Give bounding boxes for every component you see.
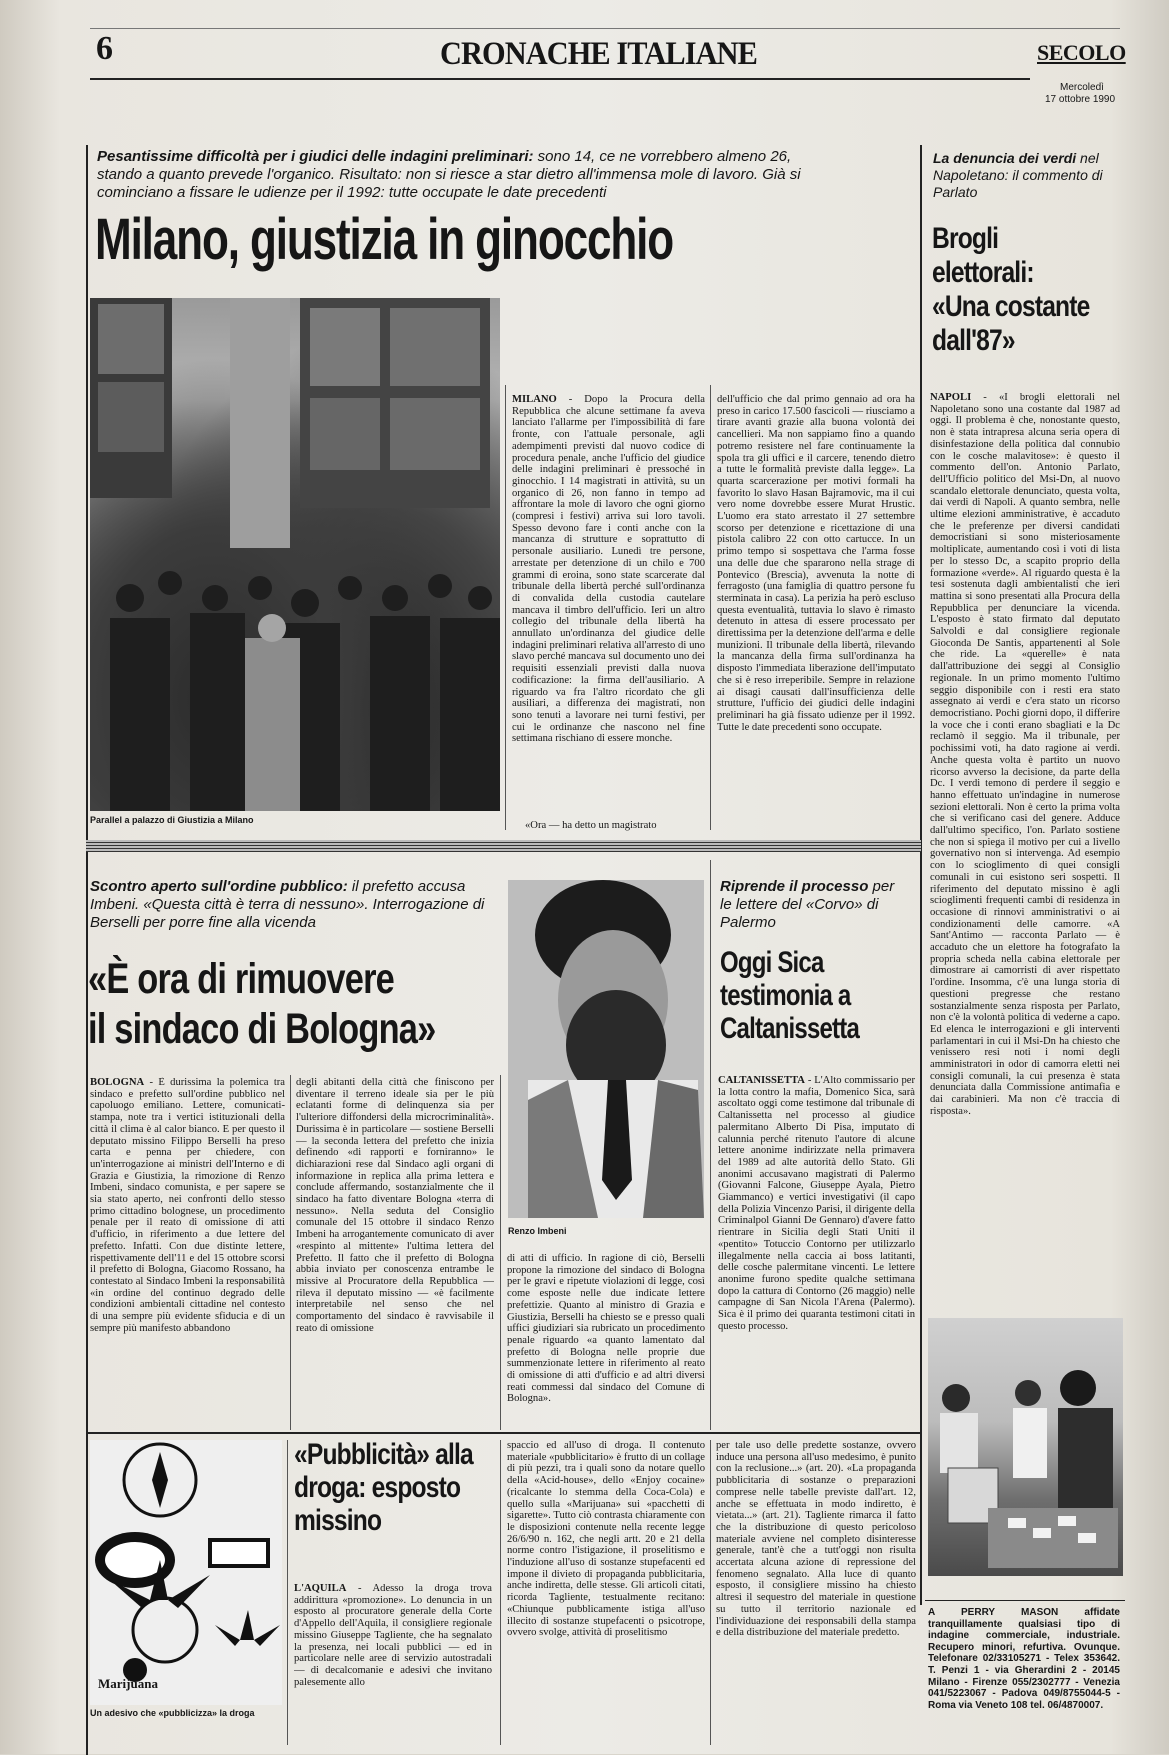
lead-col1-text: Dopo la Procura della Repubblica che alcune settimane fa aveva lanciato l'allarme per l'impossibilità di fare fronte, con l'attuale personale, agli adempimenti previsti dal nuovo codice di procedura penale, anche l'ufficio del giudice delle indagini preliminari è pressoché in ginocchio. I 14 magistrati in attività, su un organico di 26, non fanno in tempo ad affrontare la mole di lavoro che ogni giorno (compresi i festivi) arriva sui loro tavoli. Spesso devono fare i conti anche con la mancanza di strutture e soprattutto di personale ausiliario. Lunedì tre persone, arrestate per detenzione di un chilo e 700 grammi di eroina, sono state scarcerate dal tribunale della libertà perché sull'ordinanza di convalida della custodia cautelare mancava il timbro dell'ufficio. Ieri un altro collegio del tribunale della libertà ha annullato un'ordinanza del giudice delle indagini preliminari relativa all'arresto di uno slavo perché mancava sul documento uno dei requisiti essenziali previsti dalla nuova codificazione: la firma dell'ausiliario. A riguardo va fra l'altro ricordato che gli ausiliari, a differenza dei magistrati, non sono tenuti a lavorare nei turni festivi, per cui le ordinanze che nascono nel fine settimana rischiano di essere monche. [512, 394, 705, 745]
perry-mason-ad: A PERRY MASON affidate tranquillamente qualsiasi tipo di indagine commerciale, industriale. Recupero minori, refurtiva. Ovunque. Telefonare 02/33105271 - Telex 353642. T. Penzi 1 - via Gherardini 2 - 20145 Milano - Firenze 055/2302777 - Venezia 041/5223067 - Padova 049/8755044-5 - Roma via Veneto 108 tel. 06/4870007. [928, 1607, 1120, 1711]
bologna-kicker [90, 878, 490, 932]
lead-dateline: MILANO [512, 394, 557, 405]
lead-headline: Milano, giustizia in ginocchio [95, 207, 674, 272]
caltanissetta-kicker-text: per le lettere del «Corvo» di Palermo [720, 878, 895, 931]
lead-kicker-bold: Pesantissime difficoltà per i giudici delle indagini preliminari: [97, 148, 534, 165]
droga-column-3: per tale uso delle predette sostanze, ovvero induce una persona all'uso medesimo, è punito con la reclusione...» (art. 20). «La propaganda pubblicitaria di sostanze o preparazioni comprese nelle tabelle previste dall'art. 12, anche se effettuata in modo indiretto, è vietata...» (art. 21). Tagliente rimarca il fatto che la distribuzione di questo pericoloso materiale avviene nel completo disinteresse generale, tant'è che a tutt'oggi non risulta accertata alcuna azione di repressione del fenomeno segnalato. Alla luce di quanto esposto, il consigliere missino ha chiesto altresì il sequestro del materiale in questione su tutto il territorio nazionale ed l'individuazione dei responsabili della stampa e della distribuzione del materiale predetto. [716, 1440, 916, 1639]
bologna-column-1: BOLOGNA - È durissima la polemica tra sindaco e prefetto sull'ordine pubblico nel capoluogo emiliano. Lettere, comunicati-stampa, note tra i vertici istituzionali della città il clima è al calor bianco. E per questo il deputato missino Filippo Berselli ha preso carta e penna per chiedere, con un'interrogazione ai ministri dell'Interno e di Grazia e Giustizia, la rimozione di Renzo Imbeni, sindaco comunista, e per sapere se sia stato aperto, nei confronti dello stesso primo cittadino bolognese, un procedimento penale per il reato di omissione di atti d'ufficio, in riferimento a due lettere del prefetto. Infatti. Con due distinte lettere, rispettivamente dell'11 e del 15 ottobre scorsi il prefetto di Bologna, Giacomo Rossano, ha contestato al Sindaco Imbeni la responsabilità «in ordine del continuo degrado delle condizioni ambientali cittadine nel contesto di una sempre più evidente sfiducia e di un sempre più manifesto abbandono [90, 1077, 285, 1334]
paper-logo: SECOLO [1037, 40, 1126, 65]
imbeni-portrait-picture [508, 880, 704, 1218]
droga-column-2: spaccio ed all'uso di droga. Il contenuto materiale «pubblicitario» è frutto di un collage di più pezzi, tra i quali sono da notare quello della «Acid-house», dello «Enjoy cocaine» (ricalcante lo stemma della Coca-Cola) e quello sulla «Marijuana» sui «pacchetti di sigarette». Tutto ciò contrasta chiaramente con le disposizioni contenute nella recente legge 26/6/90 n. 162, che negli artt. 20 e 21 della norme contro l'istigazione, il proselitismo e l'induzione all'uso di sostanze stupefacenti ed impone il divieto di propaganda pubblicitaria, anche indiretta, delle stesse. Gli articoli citati, ricorda Tagliente, testualmente recitano: «Chiunque pubblicamente istiga all'uso illecito di sostanze stupefacenti o psicotrope, ovvero svolge, attività di proselitismo [507, 1440, 705, 1639]
lead-photo [90, 298, 500, 811]
lead-column-2: dell'ufficio che dal primo gennaio ad ora ha preso in carico 17.500 fascicoli — riusciamo a tirare avanti grazie alla buona volontà dei cancellieri. Ma non sappiamo fino a quando potremo resistere nel fare continuamente la spola tra gli uffici e il carcere, tenendo dietro a tutte le formalità previste dalla legge». La quarta scarcerazione per motivi formali ha favorito lo slavo Hasan Bajramovic, ma il cui vero nome dovrebbe essere Murat Hrustic. L'uomo era stato arrestato il 27 settembre scorso per detenzione e ricettazione di una pistola calibro 22 con otto cartucce. In un primo tempo si sospettava che l'arma fosse una delle due che spararono nella strage di Pontevico (Brescia), avvenuta la notte di ferragosto (una famiglia di quattro persone fu sterminata in casa). La perizia ha però escluso questa eventualità, tuttavia lo slavo è rimasto detenuto in attesa di essere processato per direttissima per la detenzione dell'arma e delle munizioni. Il tribunale della libertà, rilevando la mancanza della firma sull'ordinanza ha disposto l'immediata liberazione dell'imputato che si è reso irreperibile. Sempre in relazione ai disagi causati dall'insufficienza delle strutture, l'ufficio dei giudici delle indagini preliminari ha già fissato udienze per il 1992. Tutte le date precedenti sono occupate. [717, 394, 915, 733]
ballot-counting-picture [928, 1318, 1123, 1576]
droga-headline: «Pubblicità» alla droga: esposto missino [294, 1438, 473, 1537]
courthouse-crowd-picture [90, 298, 500, 811]
caltanissetta-kicker [720, 878, 910, 932]
caltanissetta-headline: Oggi Sica testimonia a Caltanissetta [720, 946, 859, 1045]
side-dateline: NAPOLI [930, 392, 972, 403]
side-body-text: «I brogli elettorali nel Napoletano sono una costante dal 1987 ad oggi. Il problema è che, nonostante questo, non è stata intrapresa alcuna seria opera di disinfestazione della politica dal connubio con le cosche malavitose»: è questo il commento dell'on. Antonio Parlato, dell'Ufficio politico del Msi-Dn, al nuovo scandalo elettorale denunciato, questa volta, dai verdi di Napoli. A quanto sembra, nelle ultime elezioni amministrative, è accaduto che le preferenze per diversi candidati democristiani si sono misteriosamente moltiplicate, aumentando così i voti di lista per lo stesso Dc, a scapito proprio della formazione «verde». Al riguardo questa è la tesi sostenuta dagli ambientalisti che ieri mattina si sono presentati alla Procura della Repubblica per denunciare la vicenda. L'esposto è stato firmato dal deputato Salvoldi e dal consigliere regionale Gioconda De Santis, appartenenti al Sole che ride. La «querelle» è nata dall'attribuzione dei seggi al Consiglio regionale. In un primo momento l'ultimo seggio disponibile con i resti era stato assegnato ai verdi e c'era stato un ricorso democristiano. Pochi giorni dopo, il differire la voce che i conti erano sbagliati e la Dc reclamò il seggio. Ma il tribunale, per pochissimi voti, ha dato ragione ai verdi. Anche questa volta è partito un nuovo ricorso avverso la decisione, da parte della Dc. I verdi temono di perdere il seggio e hanno effettuato un'indagine in numerose sezioni elettorali. Non è certo la prima volta che si verificano casi del genere. Adduce dall'ultimo specifico, l'on. Parlato sostiene che non si spiega il motivo per cui a livello governativo non si intervenga. Ad esempio con lo scioglimento di quei consigli comunali in cui esistono seri sospetti. Il riferimento del deputato missino è agli scioglimenti frequenti cambi di residenza in occasione di rinnovi amministrativi o ai condizionamenti delle camorre. «A Sant'Antimo — racconta Parlato — è accaduto che un elettore ha fotografato la propria scheda nella cabina elettorale per dimostrare ai camorristi di aver rispettato l'ordine. Insomma, c'è una lunga storia di questioni pregresse che restano sostanzialmente senza risposta per Parlato, non c'è la volontà politica di vederne a capo. Ed elenca le interrogazioni e gli interventi parlamentari in cui il Msi-Dn ha chiesto che venissero resi noti i nomi degli amministratori in odor di camorra eletti nei consigli comunali, la cui presenza è stata denunciata dalla Commissione antimafia e dai carabinieri. Ma non c'è traccia di risposta». [930, 392, 1120, 1117]
lead-photo-caption: Parallel a palazzo di Giustizia a Milano [90, 815, 254, 825]
lead-column-1-end: «Ora — ha detto un magistrato [525, 820, 657, 831]
ballot-photo [928, 1318, 1123, 1576]
bologna-column-3: di atti di ufficio. In ragione di ciò, Berselli propone la rimozione del sindaco di Bologna per le gravi e ripetute violazioni di legge, così come esposte nelle due indicate lettere prefettizie. Quanto al ministro di Grazia e Giustizia, Berselli ha chiesto se e presso quali uffici giudiziari sia rubricato un procedimento penale riguardo «a quanto lamentato dal prefetto di Bologna nelle proprie due summenzionate lettere in riferimento al reato di omissione di atti d'ufficio e ad altri diversi reati commessi dal sindaco del Comune di Bologna». [507, 1253, 705, 1405]
issue-day: Mercoledì [1060, 82, 1104, 93]
side-kicker-bold: La denuncia dei verdi [933, 150, 1077, 166]
caltanissetta-body-text: L'Alto commissario per la lotta contro la mafia, Domenico Sica, sarà ascoltato oggi come testimone dal tribunale di Caltanissetta nel processo al giudice palermitano Alberto Di Pisa, imputato di calunnia perché ritenuto l'autore di alcune lettere anonime indirizzate nella primavera del 1989 ad alte autorità dello Stato. Gli anonimi accusavano magistrati di Palermo (Giovanni Falcone, Giuseppe Ayala, Pietro Giammanco) e vertici investigativi (il capo della Polizia Vincenzo Parisi, il dirigente della Criminalpol Gianni De Gennaro) d'avere fatto rientrare in Sicilia degli Stati Uniti il «pentito» Totuccio Contorno per utilizzarlo illegalmente nella caccia ai boss latitanti, delle cosche palermitane vincenti. Le lettere anonime furono spedite qualche settimana dopo la cattura di Contorno (26 maggio) nelle campagne di San Nicola l'Arena (Palermo). Sica è il primo dei quaranta testimoni citati in questo processo. [718, 1075, 915, 1332]
caltanissetta-body: CALTANISSETTA - L'Alto commissario per la lotta contro la mafia, Domenico Sica, sarà ascoltato oggi come testimone dal tribunale di Caltanissetta nel processo al giudice palermitano Alberto Di Pisa, imputato di calunnia perché ritenuto l'autore di alcune lettere anonime indirizzate nella primavera del 1989 ad alte autorità dello Stato. Gli anonimi accusavano magistrati di Palermo (Giovanni Falcone, Giuseppe Ayala, Pietro Giammanco) e vertici investigativi (il capo della Polizia Vincenzo Parisi, il dirigente della Criminalpol Gianni De Gennaro) d'avere fatto rientrare in Sicilia degli Stati Uniti il «pentito» Totuccio Contorno per utilizzarlo illegalmente nella caccia ai boss latitanti, delle cosche palermitane vincenti. Le lettere anonime furono spedite qualche settimana dopo la cattura di Contorno (26 maggio) nelle campagne di San Nicola l'Arena (Palermo). Sica è il primo dei quaranta testimoni citati in questo processo. [718, 1075, 915, 1332]
sticker-label: Marijuana [98, 1676, 158, 1691]
lead-column-1: MILANO - Dopo la Procura della Repubblica che alcune settimane fa aveva lanciato l'allarme per l'impossibilità di fare fronte, con l'attuale personale, agli adempimenti previsti dal nuovo codice di procedura penale, anche l'ufficio del giudice delle indagini preliminari è pressoché in ginocchio. I 14 magistrati in attività, su un organico di 26, non fanno in tempo ad affrontare la mole di lavoro che ogni giorno (compresi i festivi) arriva sui loro tavoli. Spesso devono fare i conti anche con la mancanza di strutture e soprattutto di personale ausiliario. Lunedì tre persone, arrestate per detenzione di un chilo e 700 grammi di eroina, sono state scarcerate dal tribunale della libertà perché sull'ordinanza di convalida della custodia cautelare mancava il timbro dell'ufficio. Ieri un altro collegio del tribunale della libertà ha annullato un'ordinanza del giudice delle indagini preliminari relativa all'arresto di uno slavo perché mancava sul documento uno dei requisiti essenziali previsti dalla nuova codificazione: la firma dell'ausiliario. A riguardo va fra l'altro ricordato che gli ausiliari, a differenza dei magistrati, non sono tenuti a lavorare nei turni festivi, per cui le ordinanze che nascono nel fine settimana rischiano di essere monche. [512, 394, 705, 745]
bologna-column-2: degli abitanti della città che finiscono per diventare il terreno ideale sia per le più eclatanti forme di delinquenza sia per l'ulteriore diffondersi della microcriminalità». Durissima è in particolare — sostiene Berselli — la seconda lettera del prefetto che inizia definendo «di rapporti e forniranno» le dichiarazioni rese dal Sindaco agli organi di informazione in replica alla prima lettera e conclude affermando, sostanzialmente che il sindaco ha fatto diventare Bologna «terra di nessuno». Nella seduta del Consiglio comunale del 15 ottobre il sindaco Renzo Imbeni ha arrogantemente comunicato di aver «respinto al mittente» l'ultima lettera del Prefetto. Il fatto che il prefetto di Bologna abbia inviato per conoscenza entrambe le missive al Procuratore della Repubblica — rileva il deputato missino — «è facilmente interpretabile nel senso che nel comportamento del sindaco è ravvisabile il reato di omissione [296, 1077, 494, 1334]
page-number: 6 [96, 30, 113, 67]
imbeni-portrait [508, 880, 704, 1218]
imbeni-caption: Renzo Imbeni [508, 1226, 567, 1236]
side-body: NAPOLI - «I brogli elettorali nel Napoletano sono una costante dal 1987 ad oggi. Il problema è che, nonostante questo, non è stata intrapresa alcuna seria opera di disinfestazione della politica dal connubio con le cosche malavitose»: è questo il commento dell'on. Antonio Parlato, dell'Ufficio politico del Msi-Dn, al nuovo scandalo elettorale denunciato, questa volta, dai verdi di Napoli. A quanto sembra, nelle ultime elezioni amministrative, è accaduto che le preferenze per diversi candidati democristiani si sono misteriosamente moltiplicate, aumentando così i voti di lista per lo stesso Dc, a scapito proprio della formazione «verde». Al riguardo questa è la tesi sostenuta dagli ambientalisti che ieri mattina si sono presentati alla Procura della Repubblica per denunciare la vicenda. L'esposto è stato firmato dal deputato Salvoldi e dal consigliere regionale Gioconda De Santis, appartenenti al Sole che ride. La «querelle» è nata dall'attribuzione dei seggi al Consiglio regionale. In un primo momento l'ultimo seggio disponibile con i resti era stato assegnato ai verdi e c'era stato un ricorso democristiano. Pochi giorni dopo, il differire la voce che i conti erano sbagliati e la Dc reclamò il seggio. Ma il tribunale, per pochissimi voti, ha dato ragione ai verdi. Anche questa volta è partito un nuovo ricorso avverso la decisione, da parte della Dc. I verdi temono di perdere il seggio e hanno effettuato un'indagine in numerose sezioni elettorali. Non è certo la prima volta che si verificano casi del genere. Adduce dall'ultimo specifico, l'on. Parlato sostiene che non si spiega il motivo per cui a livello governativo non si intervenga. Ad esempio con lo scioglimento di quei consigli comunali in cui esistono seri sospetti. Il riferimento del deputato missino è agli scioglimenti frequenti cambi di residenza in occasione di rinnovi amministrativi o ai condizionamenti delle camorre. «A Sant'Antimo — racconta Parlato — è accaduto che un elettore ha fotografato la propria scheda nella cabina elettorale per dimostrare ai camorristi di aver rispettato l'ordine. Insomma, c'è una lunga storia di questioni pregresse che restano sostanzialmente senza risposta per Parlato, non c'è la volontà politica di vederne a capo. Ed elenca le interrogazioni e gli interventi parlamentari in cui il Msi-Dn ha chiesto che venissero resi noti i nomi degli amministratori in odor di camorra eletti nei consigli comunali, la cui presenza è stata denunciata dalla Commissione antimafia e dai carabinieri. Ma non c'è traccia di risposta». [930, 392, 1120, 1117]
marijuana-sticker-picture [90, 1440, 282, 1705]
masthead-rule [90, 78, 1030, 80]
bologna-col1-text: È durissima la polemica tra sindaco e prefetto sull'ordine pubblico nel capoluogo emiliano. Lettere, comunicati-stampa, note tra i vertici istituzionali della città il clima è al calor bianco. E per questo il deputato missino Filippo Berselli ha preso carta e penna per chiedere, con un'interrogazione ai ministri dell'Interno e di Grazia e Giustizia, la rimozione di Renzo Imbeni, sindaco comunista, e per sapere se sia stato aperto, nei confronti dello stesso primo cittadino bolognese, un procedimento penale per il reato di omissione di atti d'ufficio, in riferimento a due lettere del prefetto. Infatti. Con due distinte lettere, rispettivamente dell'11 e del 15 ottobre scorsi il prefetto di Bologna, Giacomo Rossano, ha contestato al Sindaco Imbeni la responsabilità «in ordine del continuo degrado delle condizioni ambientali cittadine nel contesto di una sempre più evidente sfiducia e di un sempre più manifesto abbandono [90, 1077, 285, 1334]
bologna-kicker-bold: Scontro aperto sull'ordine pubblico: [90, 878, 348, 895]
bologna-kicker-text: il prefetto accusa Imbeni. «Questa città è terra di nessuno». Interrogazione di Berselli per porre fine alla vicenda [90, 878, 485, 931]
side-kicker [933, 150, 1113, 201]
side-headline: Brogli elettorali: «Una costante dall'87» [932, 222, 1090, 357]
bologna-dateline: BOLOGNA [90, 1077, 145, 1088]
caltanissetta-kicker-bold: Riprende il processo [720, 878, 869, 895]
section-title: CRONACHE ITALIANE [440, 36, 757, 72]
droga-col1-text: Adesso la droga trova addirittura «promozione». Lo denuncia in un esposto al procuratore generale della Corte d'Appello dell'Aquila, il consigliere regionale missino Giuseppe Tagliente, che ha segnalato la presenza, nei locali pubblici — ed in particolare nelle aree di servizio autostradali — di decalcomanie e adesivi che invitano palesemente allo [294, 1583, 492, 1688]
droga-dateline: L'AQUILA [294, 1583, 347, 1594]
issue-date: 17 ottobre 1990 [1045, 94, 1116, 105]
drug-sticker-caption: Un adesivo che «pubblicizza» la droga [90, 1708, 255, 1718]
caltanissetta-dateline: CALTANISSETTA [718, 1075, 805, 1086]
bologna-headline-line-2: il sindaco di Bologna» [88, 1005, 436, 1053]
drug-sticker-image [90, 1440, 282, 1705]
lead-kicker [97, 148, 837, 202]
bologna-headline-line-1: «È ora di rimuovere [88, 955, 394, 1003]
lead-kicker-text: sono 14, ce ne vorrebbero almeno 26, stando a quanto prevede l'organico. Risultato: non si riesce a star dietro all'immensa mole di lavoro. Già si cominciano a fissare le udienze per il 1992: tutte occupate le date precedenti [97, 148, 801, 201]
droga-column-1: L'AQUILA - Adesso la droga trova addirittura «promozione». Lo denuncia in un esposto al procuratore generale della Corte d'Appello dell'Aquila, il consigliere regionale missino Giuseppe Tagliente, che ha segnalato la presenza, nei locali pubblici — ed in particolare nelle aree di servizio autostradali — di decalcomanie e adesivi che invitano palesemente allo [294, 1583, 492, 1688]
side-kicker-text: nel Napoletano: il commento di Parlato [933, 150, 1103, 200]
